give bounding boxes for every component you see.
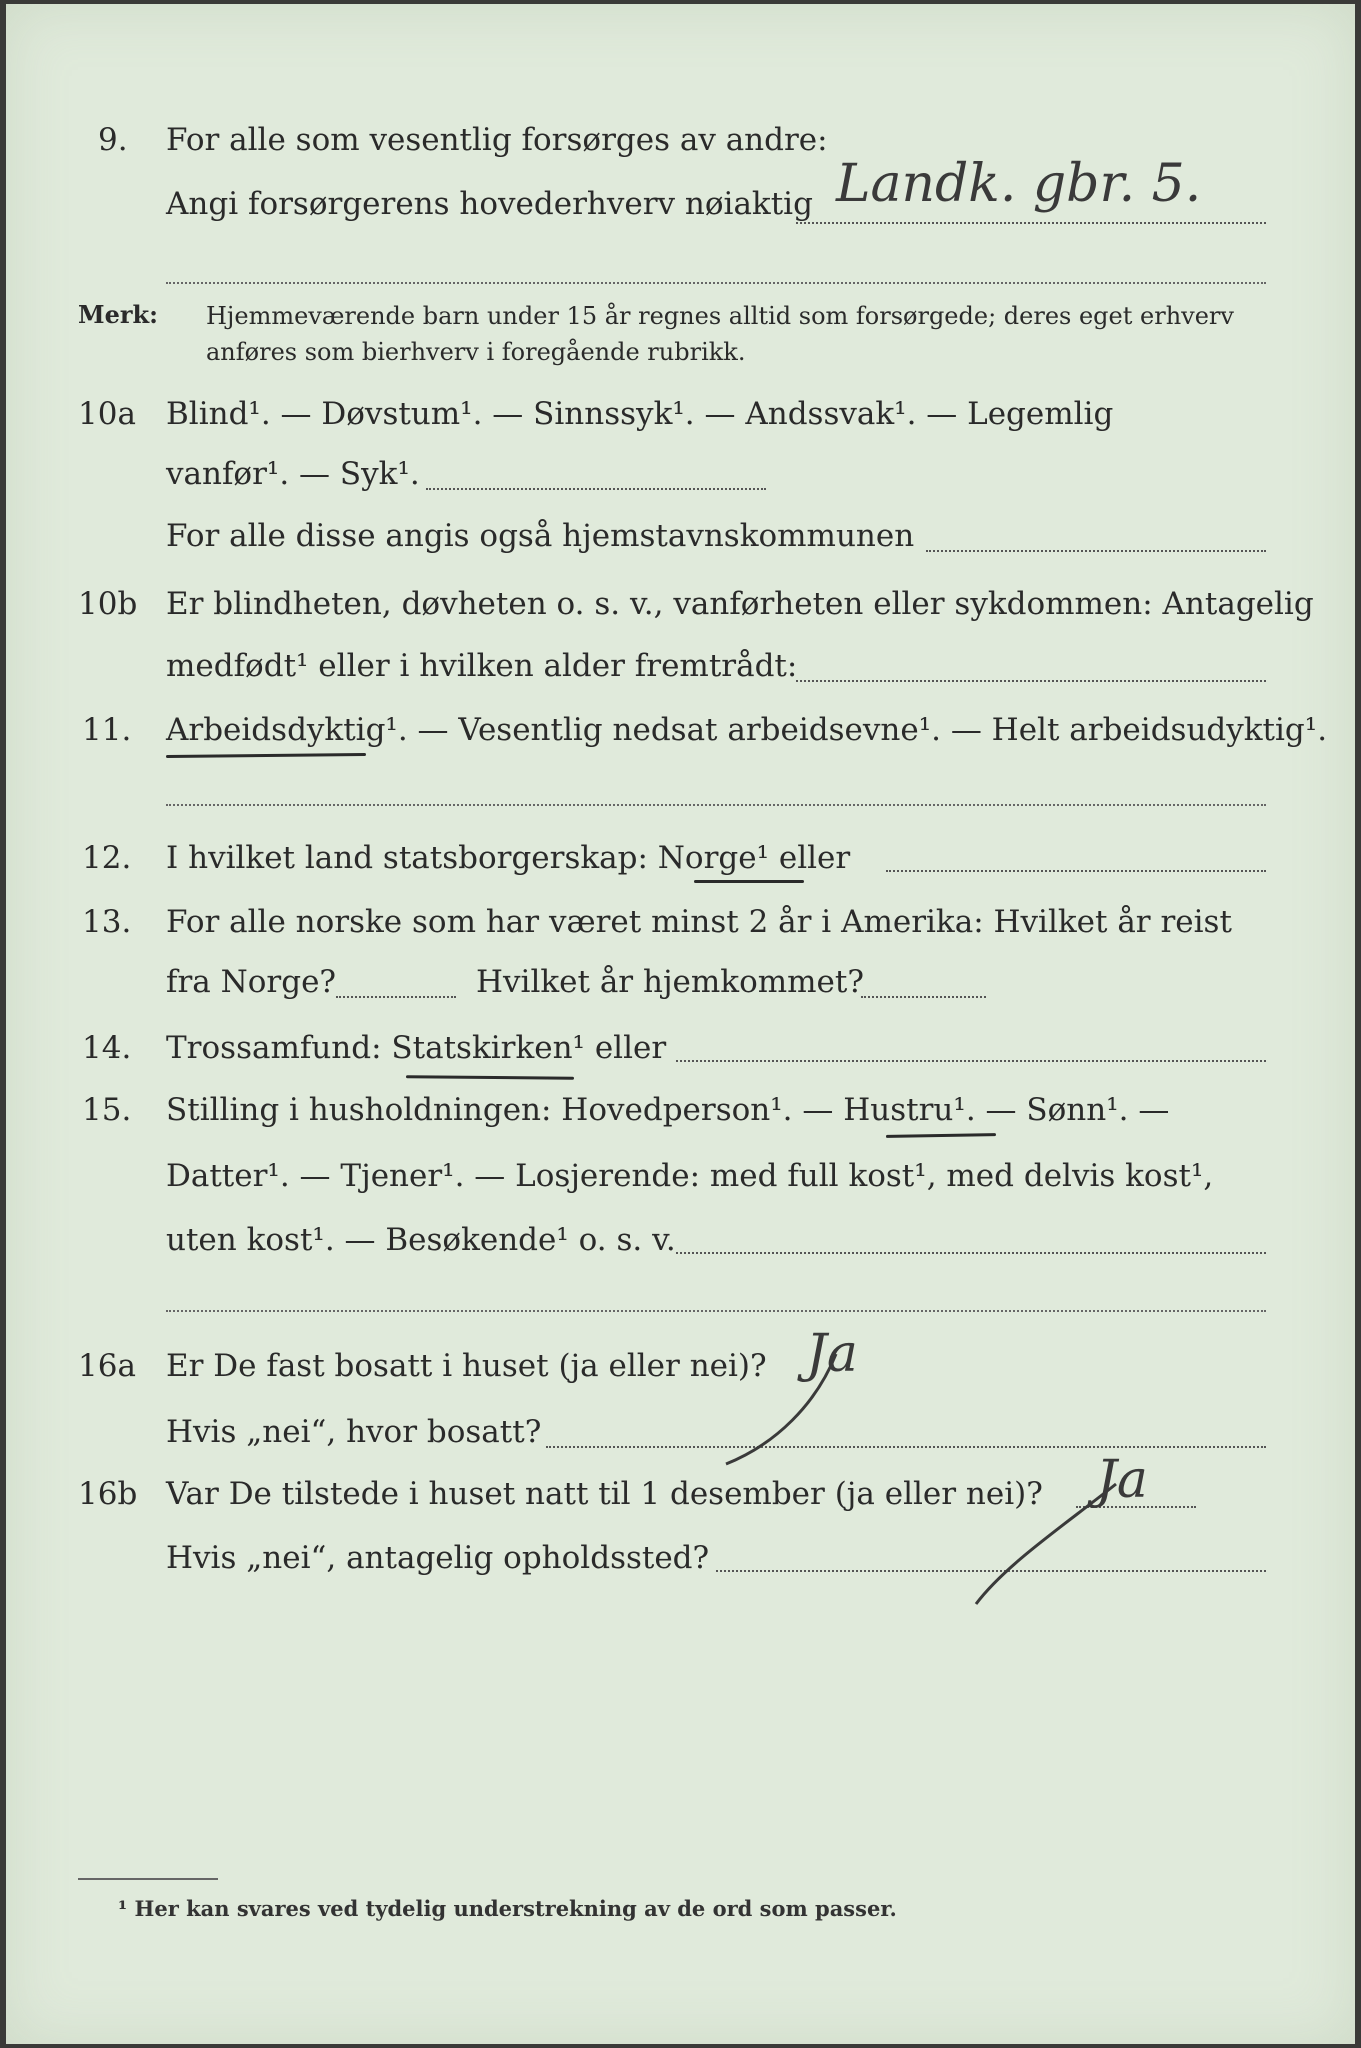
q10a-line2: vanfør¹. — Syk¹.	[166, 456, 420, 492]
q15-line2: Datter¹. — Tjener¹. — Losjerende: med full kost¹, med delvis kost¹,	[166, 1158, 1214, 1194]
q10a-number: 10a	[78, 396, 136, 432]
q16a-line1: Er De fast bosatt i huset (ja eller nei)?	[166, 1348, 767, 1384]
q10a-line3: For alle disse angis også hjemstavnskommunen	[166, 518, 915, 554]
q9-handwritten-answer: Landk. gbr. 5.	[836, 154, 1202, 214]
footnote-rule	[78, 1878, 218, 1880]
q11-number: 11.	[82, 712, 132, 748]
q13-line2b: Hvilket år hjemkommet?	[476, 964, 864, 1000]
q16b-number: 16b	[78, 1476, 138, 1512]
q14-line1: Trossamfund: Statskirken¹ eller	[166, 1030, 667, 1066]
census-form-page	[6, 4, 1355, 2044]
q13-line1: For alle norske som har været minst 2 år i Amerika: Hvilket år reist	[166, 904, 1232, 940]
merk-label: Merk:	[78, 300, 158, 329]
q16a-handwritten-answer: Ja	[806, 1324, 858, 1384]
q9-line2: Angi forsørgerens hovederhverv nøiaktig	[166, 186, 813, 222]
q10a-line1: Blind¹. — Døvstum¹. — Sinnssyk¹. — Andssvak¹. — Legemlig	[166, 396, 1114, 432]
q16b-handwritten-answer: Ja	[1096, 1450, 1148, 1510]
footnote-text: ¹ Her kan svares ved tydelig understrekning av de ord som passer.	[118, 1896, 897, 1921]
q15-number: 15.	[82, 1092, 132, 1128]
q12-line1: I hvilket land statsborgerskap: Norge¹ eller	[166, 840, 851, 876]
q10b-number: 10b	[78, 586, 138, 622]
q16a-number: 16a	[78, 1348, 136, 1384]
q15-line3: uten kost¹. — Besøkende¹ o. s. v.	[166, 1222, 676, 1258]
q10b-line2: medfødt¹ eller i hvilken alder fremtrådt:	[166, 648, 798, 684]
q9-number: 9.	[98, 122, 128, 158]
q9-line1: For alle som vesentlig forsørges av andre:	[166, 122, 828, 158]
merk-line1: Hjemmeværende barn under 15 år regnes alltid som forsørgede; deres eget erhverv	[206, 302, 1234, 330]
q11-line1: Arbeidsdyktig¹. — Vesentlig nedsat arbeidsevne¹. — Helt arbeidsudyktig¹.	[166, 712, 1328, 748]
q16b-line2: Hvis „nei“, antagelig opholdssted?	[166, 1540, 710, 1576]
q15-line1: Stilling i husholdningen: Hovedperson¹. — Hustru¹. — Sønn¹. —	[166, 1092, 1170, 1128]
q10b-line1: Er blindheten, døvheten o. s. v., vanførheten eller sykdommen: Antagelig	[166, 586, 1314, 622]
merk-line2: anføres som bierhverv i foregående rubrikk.	[206, 338, 746, 366]
q16a-line2: Hvis „nei“, hvor bosatt?	[166, 1414, 542, 1450]
handwriting-strokes	[6, 4, 1355, 2044]
q13-line2a: fra Norge?	[166, 964, 337, 1000]
q13-number: 13.	[82, 904, 132, 940]
q16b-line1: Var De tilstede i huset natt til 1 desember (ja eller nei)?	[166, 1476, 1043, 1512]
q14-number: 14.	[82, 1030, 132, 1066]
q12-number: 12.	[82, 840, 132, 876]
